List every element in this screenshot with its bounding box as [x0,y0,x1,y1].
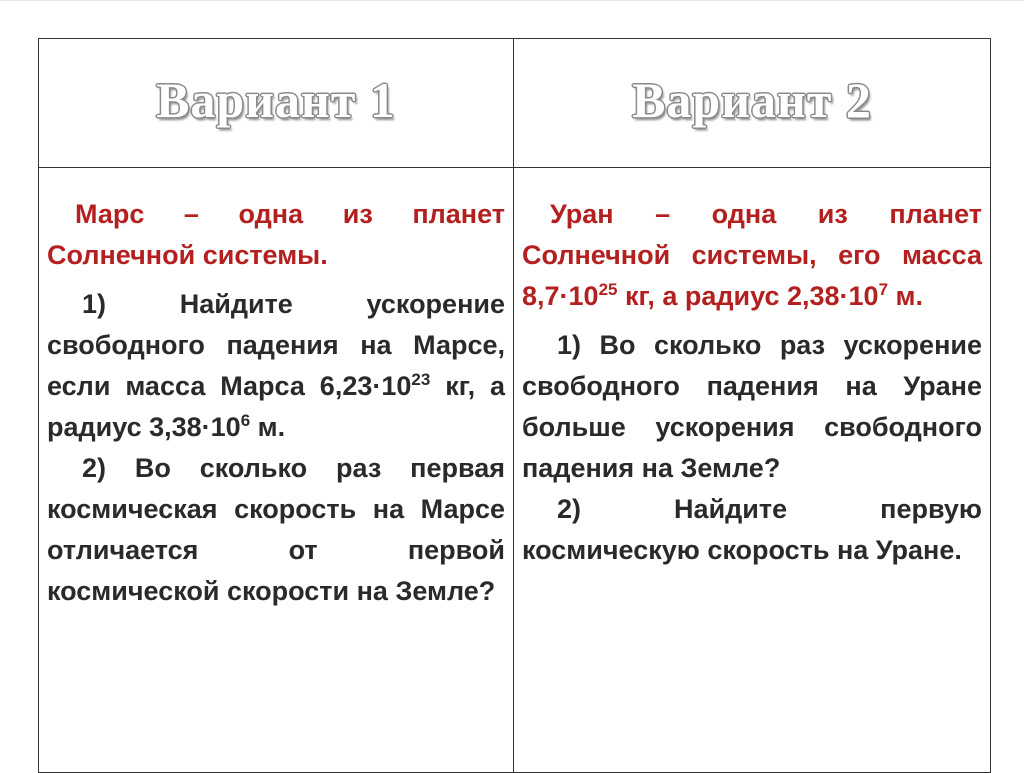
variant2-intro [522,194,982,317]
variant1-title: Вариант 1 [156,72,396,128]
variant2-intro-text-end: м. [888,281,924,311]
variants-table [38,38,991,773]
header-row [39,39,991,168]
variant1-task1-text-end: м. [250,412,286,442]
variant2-intro-text: Уран – одна из планет Солнечной системы, его масса 8,7·10 [522,199,982,311]
body-row [39,168,991,773]
variant1-task1-exponent-radius: 6 [240,411,251,430]
variant1-intro: Марс – одна из планет Солнечной системы. [47,199,505,270]
variant2-header-cell [514,39,991,168]
variant1-task1-exponent-mass: 23 [411,370,431,389]
variant1-header-cell [39,39,514,168]
variant2-content-cell [514,168,991,773]
variant2-title: Вариант 2 [632,72,872,128]
variant2-intro-exponent-mass: 25 [598,280,618,299]
variant1-content-cell [39,168,514,773]
variant2-task2: 2) Найдите первую космическую скорость на Уране. [522,494,982,565]
slide-top-border [0,0,1024,1]
variant1-task1 [47,284,505,448]
variant2-intro-text-mid: кг, а радиус 2,38·10 [617,281,879,311]
variant1-task1-text: 1) Найдите ускорение свободного падения на Марсе, если масса Марса 6,23·10 [47,289,505,401]
variant1-task1-text-mid: кг, а радиус 3,38·10 [47,371,505,442]
variant2-task1: 1) Во сколько раз ускорение свободного падения на Уране больше ускорения свободного падения на Земле? [522,330,982,483]
variant1-task2: 2) Во сколько раз первая космическая скорость на Марсе отличается от первой космической скорости на Земле? [47,453,505,606]
variant2-intro-exponent-radius: 7 [878,280,889,299]
